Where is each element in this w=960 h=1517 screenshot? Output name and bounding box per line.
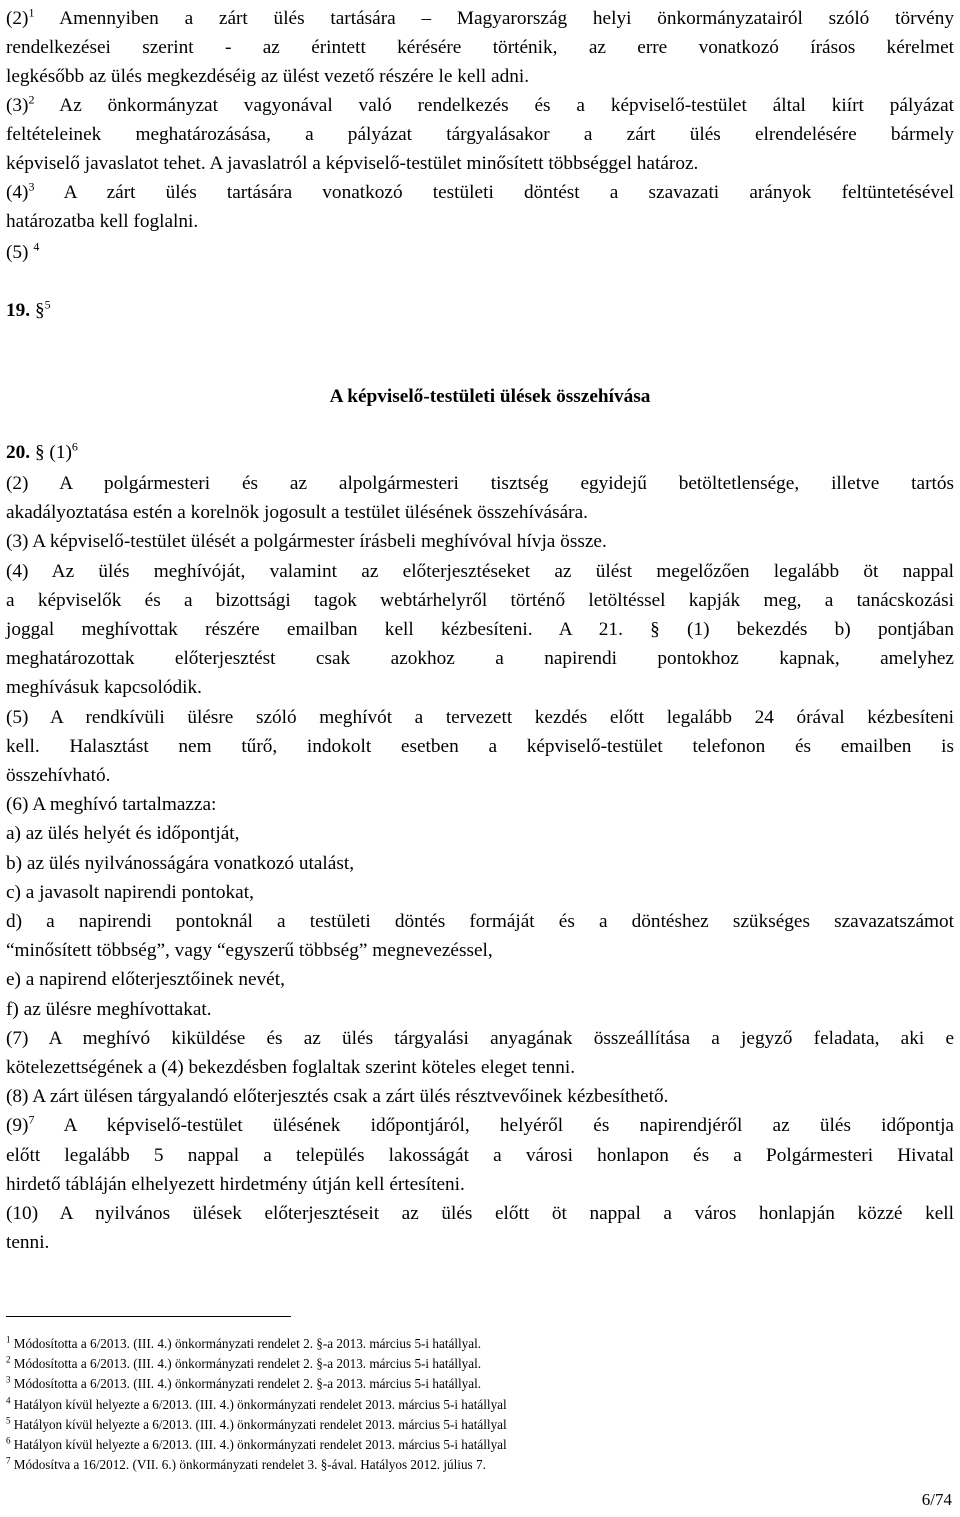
paragraph-line: (10) A nyilvános ülések előterjesztéseit az ülés előtt öt nappal a város honlapján közzé kell	[6, 1203, 954, 1225]
paragraph-number: (9)	[6, 1115, 29, 1137]
footnote-ref[interactable]: 2	[28, 92, 35, 107]
list-item: e) a napirend előterjesztőinek nevét,	[6, 969, 285, 991]
paragraph-line: tenni.	[6, 1232, 50, 1254]
paragraph-text: A zárt ülés tartására vonatkozó testületi döntést a szavazati arányok feltüntetésével	[63, 182, 954, 203]
list-item: “minősített többség”, vagy “egyszerű többség” megnevezéssel,	[6, 940, 493, 962]
paragraph-line: legkésőbb az ülés megkezdéséig az ülést vezető részére le kell adni.	[6, 66, 530, 88]
paragraph-number: (1)	[49, 442, 72, 463]
paragraph-line: (5) A rendkívüli ülésre szóló meghívót a tervezett kezdés előtt legalább 24 órával kézbesíteni	[6, 706, 954, 728]
paragraph-line: meghívásuk kapcsolódik.	[6, 677, 202, 699]
footnote-text: Módosítva a 16/2012. (VII. 6.) önkormányzati rendelet 3. §-ával. Hatályos 2012. július 7.	[13, 1457, 486, 1473]
section-number: 20.	[6, 442, 31, 463]
footnote	[6, 1395, 766, 1415]
section-heading: A képviselő-testületi ülések összehívása	[329, 386, 651, 407]
footnote-divider	[6, 1316, 291, 1317]
list-item: d) a napirendi pontoknál a testületi döntés formáját és a döntéshez szükséges szavazatszámot	[6, 911, 954, 933]
list-item: a) az ülés helyét és időpontját,	[6, 823, 240, 845]
paragraph-line	[6, 91, 954, 120]
footnote	[6, 1415, 766, 1435]
paragraph-line: (3) A képviselő-testület ülését a polgármester írásbeli meghívóval hívja össze.	[6, 531, 607, 553]
paragraph-line: meghatározottak előterjesztést csak azokhoz a napirendi pontokhoz kapnak, amelyhez	[6, 648, 954, 670]
section-title	[6, 296, 954, 325]
footnote-number: 2	[6, 1354, 11, 1365]
paragraph-line: hirdető tábláján elhelyezett hirdetmény útján kell értesíteni.	[6, 1173, 465, 1195]
section-20-body	[6, 469, 954, 1257]
footnote-number: 5	[6, 1415, 11, 1426]
footnote-text: Hatályon kívül helyezte a 6/2013. (III. 4.) önkormányzati rendelet 2013. március 5-i hatállyal	[13, 1396, 507, 1412]
paragraph-text: A képviselő-testület ülésének időpontjáról, helyéről és napirendjéről az ülés időpontja	[63, 1115, 954, 1137]
paragraph-number: (4)	[6, 182, 29, 203]
section-number: 19.	[6, 300, 31, 321]
paragraph-line: (4) Az ülés meghívóját, valamint az előterjesztéseket az ülést megelőzően legalább öt nappal	[6, 560, 954, 582]
paragraph-line: a képviselők és a bizottsági tagok webtárhelyről történő letöltéssel kapják meg, a tanácskozási	[6, 589, 954, 611]
section-mark: §	[34, 442, 45, 463]
list-item: c) a javasolt napirendi pontokat,	[6, 881, 254, 903]
footnote	[6, 1455, 766, 1475]
paragraph-line: feltételeinek meghatározásása, a pályázat tárgyalásakor a zárt ülés elrendelésére bármely	[6, 124, 954, 146]
paragraph-line: akadályoztatása estén a korelnök jogosult a testület ülésének összehívására.	[6, 502, 588, 524]
paragraph-line: előtt legalább 5 nappal a település lakosságát a városi honlapon és a Polgármesteri Hivatal	[6, 1144, 954, 1166]
footnote-ref[interactable]: 3	[28, 179, 35, 194]
paragraph-line: (8) A zárt ülésen tárgyalandó előterjesztés csak a zárt ülés résztvevőinek kézbesíthető.	[6, 1086, 669, 1108]
section-20	[6, 438, 954, 467]
footnote-ref[interactable]: 7	[28, 1113, 35, 1128]
footnotes	[6, 1334, 766, 1475]
paragraph-line	[6, 1111, 954, 1140]
paragraph-line: (7) A meghívó kiküldése és az ülés tárgyalási anyagának összeállítása a jegyző feladata, aki e	[6, 1027, 954, 1049]
footnote-number: 6	[6, 1435, 11, 1446]
paragraph-line: összehívható.	[6, 765, 111, 787]
section-19	[6, 296, 954, 325]
footnote-text: Módosította a 6/2013. (III. 4.) önkormányzati rendelet 2. §-a 2013. március 5-i hatállyal.	[13, 1356, 482, 1372]
footnote-text: Módosította a 6/2013. (III. 4.) önkormányzati rendelet 2. §-a 2013. március 5-i hatállyal.	[13, 1336, 482, 1351]
section-mark: §	[34, 300, 45, 321]
paragraph-line: kell. Halasztást nem tűrő, indokolt esetben a képviselő-testület telefonon és emailben is	[6, 735, 954, 757]
paragraph-text: Az önkormányzat vagyonával való rendelkezés és a képviselő-testület által kiírt pályázat	[59, 95, 954, 116]
paragraph-3	[6, 91, 954, 179]
footnote-ref[interactable]: 1	[28, 5, 35, 20]
paragraph-number: (2)	[6, 8, 29, 29]
paragraph-line	[6, 178, 954, 207]
footnote-number: 3	[6, 1375, 11, 1386]
footnote-text: Hatályon kívül helyezte a 6/2013. (III. 4.) önkormányzati rendelet 2013. március 5-i hatállyal	[13, 1437, 507, 1453]
footnote-number: 4	[6, 1395, 11, 1406]
footnote	[6, 1334, 766, 1354]
paragraph-line	[6, 4, 954, 33]
paragraph-line: kötelezettségének a (4) bekezdésben foglaltak szerint köteles eleget tenni.	[6, 1057, 576, 1079]
footnote	[6, 1435, 766, 1455]
footnote-number: 1	[6, 1334, 11, 1345]
page-number: 6/74	[921, 1490, 952, 1509]
list-item: f) az ülésre meghívottakat.	[6, 998, 212, 1020]
footnote	[6, 1374, 766, 1394]
paragraph-5	[6, 238, 954, 267]
paragraph-line: (2) A polgármesteri és az alpolgármesteri tisztség egyidejű betöltetlensége, illetve tartós	[6, 473, 954, 494]
paragraph-line: képviselő javaslatot tehet. A javaslatról a képviselő-testület minősített többséggel határoz.	[6, 153, 699, 175]
paragraph-line: (6) A meghívó tartalmazza:	[6, 794, 217, 816]
paragraph-line: joggal meghívottak részére emailban kell kézbesíteni. A 21. § (1) bekezdés b) pontjában	[6, 619, 954, 641]
footnote-text: Módosította a 6/2013. (III. 4.) önkormányzati rendelet 2. §-a 2013. március 5-i hatállyal.	[13, 1376, 482, 1392]
paragraph-2	[6, 4, 954, 92]
paragraph-line: határozatba kell foglalni.	[6, 211, 199, 233]
paragraph-text: Amennyiben a zárt ülés tartására – Magyarország helyi önkormányzatairól szóló törvény	[59, 8, 954, 29]
paragraph-line: rendelkezései szerint - az érintett kérésére történik, az erre vonatkozó írásos kérelmet	[6, 37, 954, 59]
footnote-number: 7	[6, 1455, 11, 1466]
footnote-ref[interactable]: 6	[71, 439, 78, 454]
footnote-ref[interactable]: 4	[33, 239, 40, 254]
section-title	[6, 438, 954, 467]
paragraph-number: (5)	[6, 242, 29, 263]
paragraph-4	[6, 178, 954, 236]
footnote	[6, 1354, 766, 1374]
paragraph-line	[6, 238, 954, 267]
footnote-ref[interactable]: 5	[44, 297, 51, 312]
footnote-text: Hatályon kívül helyezte a 6/2013. (III. 4.) önkormányzati rendelet 2013. március 5-i hatállyal	[13, 1416, 507, 1432]
paragraph-number: (3)	[6, 95, 29, 116]
list-item: b) az ülés nyilvánosságára vonatkozó utalást,	[6, 852, 355, 874]
